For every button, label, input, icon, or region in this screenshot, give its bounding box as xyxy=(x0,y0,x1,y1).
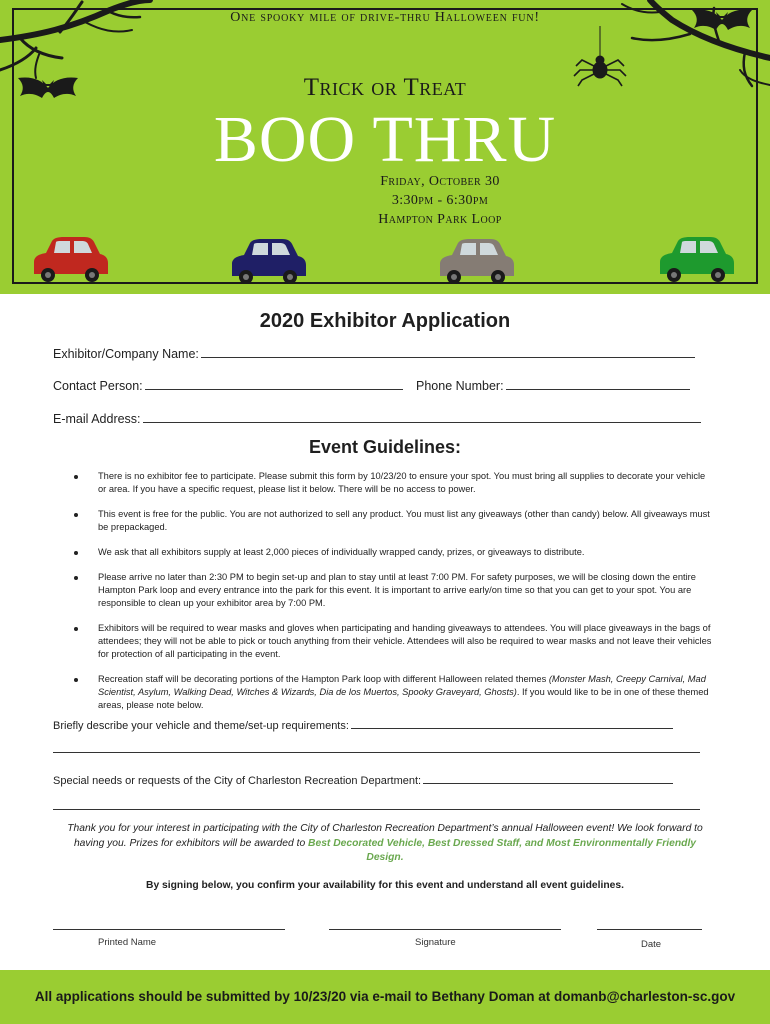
list-item xyxy=(52,622,712,661)
phone-number-label: Phone Number: xyxy=(416,379,504,393)
prize-best-dressed-staff: Best Dressed Staff xyxy=(427,837,520,849)
event-details xyxy=(300,172,580,229)
guideline-text: . If you would like to be in one of these themed areas, please note below. xyxy=(98,687,709,710)
event-location: Hampton Park Loop xyxy=(378,212,502,227)
list-item xyxy=(52,546,712,559)
list-item xyxy=(52,508,712,534)
car-green-icon xyxy=(656,236,736,284)
thank-you-text: Thank you for your interest in participating with the City of Charleston Recreation Department’s annual Halloween event! We look forward to having you. Prizes for exhibitors will be awarded to xyxy=(67,823,703,849)
date-field[interactable] xyxy=(597,929,702,930)
vehicle-prompt-row xyxy=(53,718,673,732)
prize-end: . xyxy=(400,852,404,863)
signature-field[interactable] xyxy=(329,929,561,930)
signature-label: Signature xyxy=(415,937,456,948)
theme-list: (Monster Mash, Creepy Carnival, Mad Scientist, Asylum, Walking Dead, Witches & Wizards, Dia de los Muertos, Spooky Graveyard, Ghosts) xyxy=(98,674,706,697)
thank-you-note xyxy=(55,822,715,866)
printed-name-label: Printed Name xyxy=(98,937,157,948)
prize-environmentally-friendly-design: Most Environmentally Friendly Design xyxy=(366,837,697,863)
date-label: Date xyxy=(641,939,662,950)
event-time: 3:30pm - 6:30pm xyxy=(391,193,489,208)
car-red-icon xyxy=(30,236,110,284)
prize-best-decorated-vehicle: Best Decorated Vehicle xyxy=(308,837,423,849)
list-item xyxy=(52,571,712,610)
list-item xyxy=(52,673,712,712)
special-needs-line-2[interactable] xyxy=(53,809,700,810)
banner-title-large: BOO THRU xyxy=(213,103,557,176)
guideline-text: Please arrive no later than 2:30 PM to begin set-up and plan to stay until at least 7:00 PM. For safety purposes, we will be closing down the entire Hampton Park loop and every entrance into the park for this event. It is important to arrive early/on time so that you can get to your spot. You are responsible to clean up your exhibitor area by 7:00 PM. xyxy=(98,572,696,608)
guideline-text: We ask that all exhibitors supply at least 2,000 pieces of individually wrapped candy, prizes, or giveaways to distribute. xyxy=(98,547,585,557)
submission-instructions: All applications should be submitted by 10/23/20 via e-mail to Bethany Doman at domanb@charleston-sc.gov xyxy=(34,989,736,1004)
car-navy-icon xyxy=(228,238,308,286)
list-item xyxy=(52,470,712,496)
contact-person-field[interactable] xyxy=(145,377,403,390)
special-needs-label: Special needs or requests of the City of Charleston Recreation Department: xyxy=(53,775,422,787)
guidelines-list xyxy=(52,470,712,724)
submission-footer xyxy=(0,970,770,1024)
company-field-row xyxy=(53,345,695,361)
event-date: Friday, October 30 xyxy=(380,174,500,189)
printed-name-field[interactable] xyxy=(53,929,285,930)
contact-person-label: Contact Person: xyxy=(53,379,143,393)
prize-separator: , and xyxy=(519,837,547,849)
banner-title-small: Trick or Treat xyxy=(303,74,467,101)
phone-number-field[interactable] xyxy=(506,377,690,390)
special-needs-field[interactable] xyxy=(423,773,673,784)
vehicle-description-label: Briefly describe your vehicle and theme/set-up requirements: xyxy=(53,720,349,732)
company-name-label: Exhibitor/Company Name: xyxy=(53,347,199,361)
car-gray-icon xyxy=(436,238,516,286)
signing-note: By signing below, you confirm your availability for this event and understand all event guidelines. xyxy=(146,880,624,891)
company-name-field[interactable] xyxy=(201,345,695,358)
email-address-field[interactable] xyxy=(143,410,701,423)
guideline-text: Recreation staff will be decorating portions of the Hampton Park loop with different Halloween related themes xyxy=(98,674,549,684)
banner-tagline: One spooky mile of drive-thru Halloween fun! xyxy=(230,10,540,25)
guidelines-title: Event Guidelines: xyxy=(308,437,462,457)
email-address-label: E-mail Address: xyxy=(53,412,141,426)
contact-field-row xyxy=(53,377,403,393)
event-banner xyxy=(0,0,770,294)
phone-field-row xyxy=(416,377,690,393)
guideline-text: This event is free for the public. You are not authorized to sell any product. You must list any giveaways (other than candy) below. All giveaways must be prepackaged. xyxy=(98,509,710,532)
vehicle-description-line-2[interactable] xyxy=(53,752,700,753)
prize-separator: , xyxy=(422,837,428,849)
form-title: 2020 Exhibitor Application xyxy=(259,310,511,332)
vehicle-description-field[interactable] xyxy=(351,718,673,729)
guideline-text: There is no exhibitor fee to participate. Please submit this form by 10/23/20 to ensure your spot. You must bring all supplies to decorate your vehicle or area. If you have a specific request, please list it below. There will be no access to power. xyxy=(98,471,706,494)
guideline-text: Exhibitors will be required to wear masks and gloves when participating and handing giveaways to attendees. You will place giveaways in the bags of attendees; they will not be able to pick or touch anything from their vehicle. Attendees will also be required to wear masks and not leave their vehicles for protection of all participating in the event. xyxy=(98,623,712,659)
email-field-row xyxy=(53,410,701,426)
special-needs-row xyxy=(53,773,673,787)
